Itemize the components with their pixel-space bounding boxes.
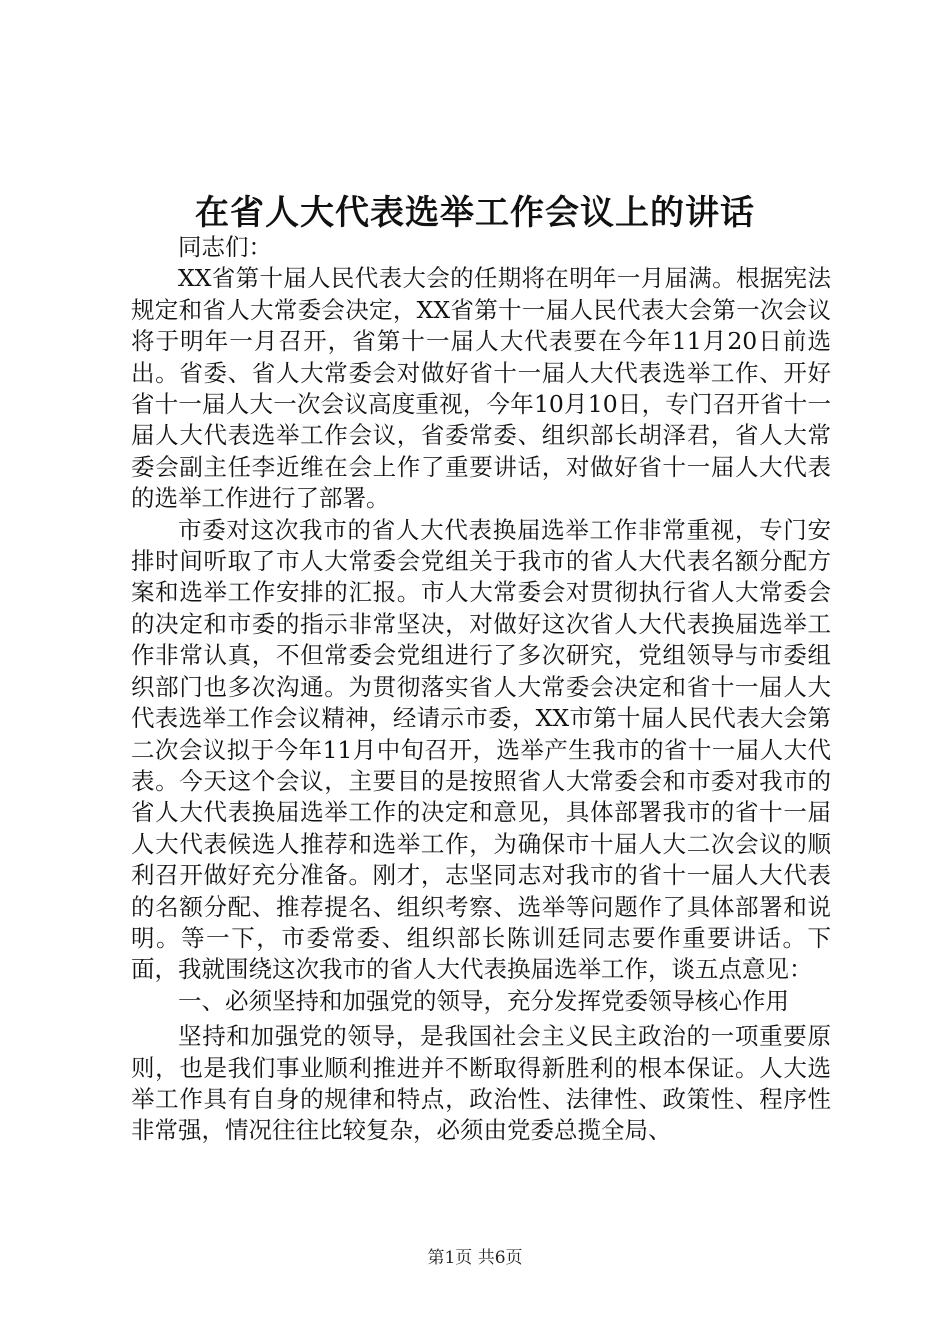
section-paragraph: 坚持和加强党的领导，是我国社会主义民主政治的一项重要原则，也是我们事业顺利推进并不断取得新胜利的根本保证。人大选举工作具有自身的规律和特点，政治性、法律性、政策性、程序性非常强，情况往往比较复杂，必须由党委总揽全局、 bbox=[131, 1022, 831, 1145]
page-footer: 第1页 共6页 bbox=[427, 1248, 523, 1268]
paragraph-2: 市委对这次我市的省人大代表换届选举工作非常重视，专门安排时间听取了市人大常委会党组关于我市的省人大代表名额分配方案和选举工作安排的汇报。市人大常委会对贯彻执行省人大常委会的决定和市委的指示非常坚决，对做好这次省人大代表换届选举工作非常认真，不但常委会党组进行了多次研究，党组领导与市委组织部门也多次沟通。为贯彻落实省人大常委会决定和省十一届人大代表选举工作会议精神，经请示市委，XX市第十届人民代表大会第二次会议拟于今年11月中旬召开，选举产生我市的省十一届人大代表。今天这个会议，主要目的是按照省人大常委会和市委对我市的省人大代表换届选举工作的决定和意见，具体部署我市的省十一届人大代表候选人推荐和选举工作，为确保市十届人大二次会议的顺利召开做好充分准备。刚才，志坚同志对我市的省十一届人大代表的名额分配、推荐提名、组织考察、选举等问题作了具体部署和说明。等一下，市委常委、组织部长陈训廷同志要作重要讲话。下面，我就围绕这次我市的省人大代表换届选举工作，谈五点意见： bbox=[131, 515, 831, 984]
section-heading: 一、必须坚持和加强党的领导，充分发挥党委领导核心作用 bbox=[178, 986, 789, 1015]
page-title: 在省人大代表选举工作会议上的讲话 bbox=[195, 193, 755, 233]
paragraph-1: XX省第十届人民代表大会的任期将在明年一月届满。根据宪法规定和省人大常委会决定，XX省第十一届人民代表大会第一次会议将于明年一月召开，省第十一届人大代表要在今年11月20日前选出。省委、省人大常委会对做好省十一届人大代表选举工作、开好省十一届人大一次会议高度重视，今年10月10日，专门召开省十一届人大代表选举工作会议，省委常委、组织部长胡泽君，省人大常委会副主任李近维在会上作了重要讲话，对做好省十一届人大代表的选举工作进行了部署。 bbox=[131, 264, 831, 513]
salutation: 同志们： bbox=[178, 233, 272, 261]
document-body bbox=[131, 232, 831, 1147]
